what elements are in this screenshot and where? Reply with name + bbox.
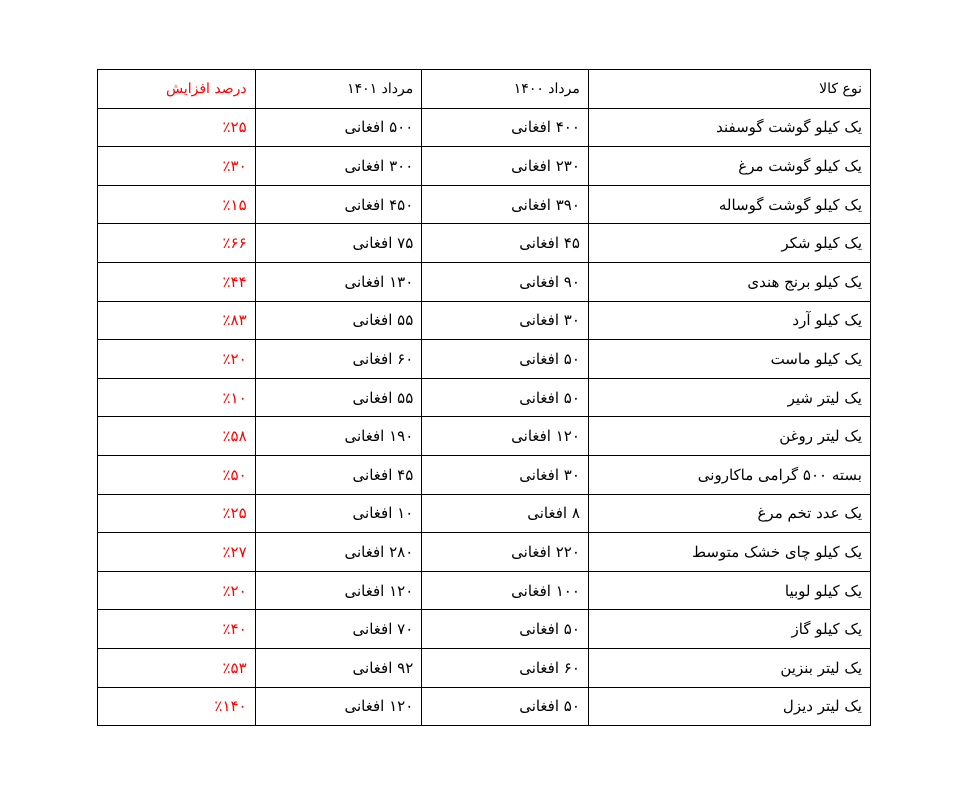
cell-price-1400: ۱۲۰ افغانی: [422, 417, 589, 456]
table-row: [98, 262, 871, 301]
cell-price-1400: ۹۰ افغانی: [422, 262, 589, 301]
table-row: [98, 571, 871, 610]
cell-price-1401: ۵۵ افغانی: [255, 301, 422, 340]
cell-increase: ٪۲۰: [98, 340, 256, 379]
cell-price-1401: ۵۵ افغانی: [255, 378, 422, 417]
cell-price-1400: ۵۰ افغانی: [422, 610, 589, 649]
cell-price-1401: ۳۰۰ افغانی: [255, 147, 422, 186]
cell-item: یک لیتر بنزین: [588, 648, 870, 687]
table-row: [98, 455, 871, 494]
cell-item: یک کیلو ماست: [588, 340, 870, 379]
cell-increase: ٪۴۴: [98, 262, 256, 301]
cell-price-1400: ۵۰ افغانی: [422, 378, 589, 417]
cell-price-1400: ۲۳۰ افغانی: [422, 147, 589, 186]
price-comparison-table: [97, 69, 871, 726]
cell-price-1401: ۶۰ افغانی: [255, 340, 422, 379]
cell-increase: ٪۱۴۰: [98, 687, 256, 726]
cell-price-1401: ۷۵ افغانی: [255, 224, 422, 263]
cell-price-1400: ۲۲۰ افغانی: [422, 533, 589, 572]
cell-increase: ٪۵۸: [98, 417, 256, 456]
cell-price-1401: ۹۲ افغانی: [255, 648, 422, 687]
cell-item: یک کیلو برنج هندی: [588, 262, 870, 301]
cell-increase: ٪۸۳: [98, 301, 256, 340]
header-increase: درصد افزایش: [98, 70, 256, 109]
header-item: نوع کالا: [588, 70, 870, 109]
table-row: [98, 494, 871, 533]
table-row: [98, 108, 871, 147]
cell-increase: ٪۵۳: [98, 648, 256, 687]
cell-item: یک لیتر دیزل: [588, 687, 870, 726]
cell-item: یک کیلو گوشت گوساله: [588, 185, 870, 224]
cell-price-1401: ۱۳۰ افغانی: [255, 262, 422, 301]
cell-item: یک کیلو لوبیا: [588, 571, 870, 610]
cell-increase: ٪۶۶: [98, 224, 256, 263]
table-row: [98, 610, 871, 649]
table-row: [98, 417, 871, 456]
table-row: [98, 340, 871, 379]
header-price-1400: مرداد ۱۴۰۰: [422, 70, 589, 109]
table-row: [98, 185, 871, 224]
cell-price-1400: ۸ افغانی: [422, 494, 589, 533]
cell-item: یک کیلو گوشت گوسفند: [588, 108, 870, 147]
cell-item: یک کیلو شکر: [588, 224, 870, 263]
cell-price-1401: ۴۵ افغانی: [255, 455, 422, 494]
header-row: [98, 70, 871, 109]
cell-item: یک کیلو آرد: [588, 301, 870, 340]
cell-price-1401: ۱۲۰ افغانی: [255, 687, 422, 726]
table-row: [98, 648, 871, 687]
cell-price-1400: ۳۰ افغانی: [422, 301, 589, 340]
cell-item: یک لیتر شیر: [588, 378, 870, 417]
cell-item: یک لیتر روغن: [588, 417, 870, 456]
cell-increase: ٪۳۰: [98, 147, 256, 186]
cell-increase: ٪۲۷: [98, 533, 256, 572]
cell-price-1400: ۴۰۰ افغانی: [422, 108, 589, 147]
cell-price-1400: ۳۹۰ افغانی: [422, 185, 589, 224]
cell-price-1400: ۵۰ افغانی: [422, 340, 589, 379]
cell-price-1400: ۵۰ افغانی: [422, 687, 589, 726]
cell-price-1401: ۷۰ افغانی: [255, 610, 422, 649]
cell-price-1401: ۱۰ افغانی: [255, 494, 422, 533]
cell-price-1401: ۲۸۰ افغانی: [255, 533, 422, 572]
cell-price-1401: ۴۵۰ افغانی: [255, 185, 422, 224]
cell-price-1400: ۴۵ افغانی: [422, 224, 589, 263]
cell-item: بسته ۵۰۰ گرامی ماکارونی: [588, 455, 870, 494]
cell-item: یک عدد تخم مرغ: [588, 494, 870, 533]
table-row: [98, 687, 871, 726]
table-row: [98, 533, 871, 572]
table-row: [98, 224, 871, 263]
cell-increase: ٪۱۵: [98, 185, 256, 224]
header-price-1401: مرداد ۱۴۰۱: [255, 70, 422, 109]
cell-item: یک کیلو چای خشک متوسط: [588, 533, 870, 572]
cell-price-1400: ۶۰ افغانی: [422, 648, 589, 687]
cell-item: یک کیلو گوشت مرغ: [588, 147, 870, 186]
table-header: [98, 70, 871, 109]
cell-price-1401: ۱۹۰ افغانی: [255, 417, 422, 456]
cell-increase: ٪۵۰: [98, 455, 256, 494]
cell-price-1401: ۵۰۰ افغانی: [255, 108, 422, 147]
table-row: [98, 147, 871, 186]
table-row: [98, 378, 871, 417]
cell-increase: ٪۴۰: [98, 610, 256, 649]
cell-item: یک کیلو گاز: [588, 610, 870, 649]
table-row: [98, 301, 871, 340]
cell-price-1400: ۳۰ افغانی: [422, 455, 589, 494]
table-body: [98, 108, 871, 726]
cell-increase: ٪۲۵: [98, 494, 256, 533]
cell-price-1400: ۱۰۰ افغانی: [422, 571, 589, 610]
cell-increase: ٪۱۰: [98, 378, 256, 417]
cell-increase: ٪۲۵: [98, 108, 256, 147]
cell-price-1401: ۱۲۰ افغانی: [255, 571, 422, 610]
cell-increase: ٪۲۰: [98, 571, 256, 610]
